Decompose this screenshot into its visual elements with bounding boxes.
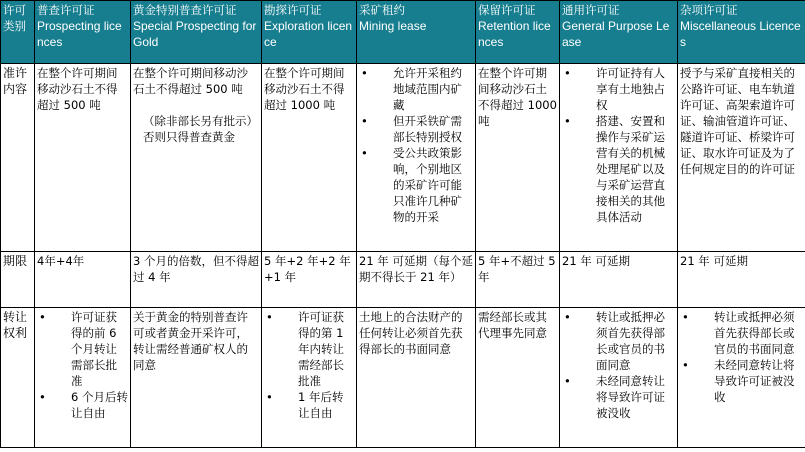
- cell-transfer-mining: 土地上的合法财产的任何转让必须首先获得部长的书面同意: [357, 308, 476, 448]
- cell-allow-general: [560, 64, 678, 252]
- list-item: • 转让或抵押必须首先获得部长或官员的书面同意: [680, 309, 803, 357]
- list-item: • 但开采铁矿需部长特别授权: [359, 113, 473, 145]
- cell-transfer-exploration: [262, 308, 357, 448]
- row-transfer: [1, 308, 805, 448]
- cell-allow-mining: [357, 64, 476, 252]
- cell-transfer-gold: 关于黄金的特别普查许可或者黄金开采许可，转让需经普通矿权人的同意: [131, 308, 262, 448]
- header-category: 许可类别: [1, 1, 35, 64]
- cell-transfer-retention: 需经部长或其代理事先同意: [476, 308, 560, 448]
- header-general: 通用许可证 General Purpose Lease: [560, 1, 678, 64]
- cell-transfer-misc: [678, 308, 805, 448]
- list-item: • 许可证获得的前 6 个月转让需部长批准: [37, 309, 128, 389]
- cell-allow-misc: 授予与采矿直接相关的公路许可证、电车轨道许可证、高架索道许可证、输油管道许可证、隧道许可证、桥梁许可证、取水许可证及为了任何规定目的的许可证: [678, 64, 805, 252]
- header-gold: 黄金特别普查许可证 Special Prospecting for Gold: [131, 1, 262, 64]
- list-item: • 1 年后转让自由: [264, 389, 354, 421]
- header-exploration: 勘探许可证 Exploration licence: [262, 1, 357, 64]
- cell-allow-gold: [131, 64, 262, 252]
- header-misc: 杂项许可证 Miscellaneous Licences: [678, 1, 805, 64]
- cell-allow-retention: 在整个许可期间移动沙石土不得超过 1000 吨: [476, 64, 560, 252]
- cell-allow-gold-main: 在整个许可期间移动沙石土不得超过 500 吨: [133, 66, 248, 96]
- cell-term-retention: 5 年+不超过 5 年: [476, 252, 560, 308]
- list-item: • 允许开采租约地域范围内矿藏: [359, 65, 473, 113]
- cell-allow-exploration: 在整个许可期间移动沙石土不得超过 1000 吨: [262, 64, 357, 252]
- cell-term-exploration: 5 年+2 年+2 年+1 年: [262, 252, 357, 308]
- cell-transfer-general: [560, 308, 678, 448]
- row-allow: [1, 64, 805, 252]
- cell-term-mining: 21 年 可延期（每个延期不得长于 21 年）: [357, 252, 476, 308]
- header-retention: 保留许可证 Retention licences: [476, 1, 560, 64]
- list-item: • 未经同意转让将导致许可证被没收: [680, 357, 803, 405]
- list-item: • 许可证获得的第 1 年内转让需经部长批准: [264, 309, 354, 389]
- cell-transfer-prospecting: [35, 308, 131, 448]
- header-row: [1, 1, 805, 64]
- list-item: • 搭建、安置和操作与采矿运营有关的机械处理尾矿以及与采矿运营直接相关的其他具体活动: [562, 113, 675, 225]
- cell-allow-gold-note: （除非部长另有批示）否则只得普查黄金: [143, 114, 258, 144]
- row-label-term: 期限: [1, 252, 35, 308]
- row-label-allow: 准许内容: [1, 64, 35, 252]
- cell-allow-prospecting: 在整个许可期间移动沙石土不得超过 500 吨: [35, 64, 131, 252]
- list-item: • 受公共政策影响，个别地区的采矿许可能只准许几种矿物的开采: [359, 145, 473, 225]
- row-term: [1, 252, 805, 308]
- list-item: • 许可证持有人享有土地独占权: [562, 65, 675, 113]
- row-label-transfer: 转让权利: [1, 308, 35, 448]
- cell-term-gold: 3 个月的倍数，但不得超过 4 年: [131, 252, 262, 308]
- list-item: • 未经同意转让将导致许可证被没收: [562, 373, 675, 421]
- header-prospecting: 普查许可证 Prospecting licences: [35, 1, 131, 64]
- header-mining: 采矿租约 Mining lease: [357, 1, 476, 64]
- cell-term-prospecting: 4年+4年: [35, 252, 131, 308]
- cell-term-general: 21 年 可延期: [560, 252, 678, 308]
- list-item: • 6 个月后转让自由: [37, 389, 128, 421]
- list-item: • 转让或抵押必须首先获得部长或官员的书面同意: [562, 309, 675, 373]
- cell-term-misc: 21 年 可延期: [678, 252, 805, 308]
